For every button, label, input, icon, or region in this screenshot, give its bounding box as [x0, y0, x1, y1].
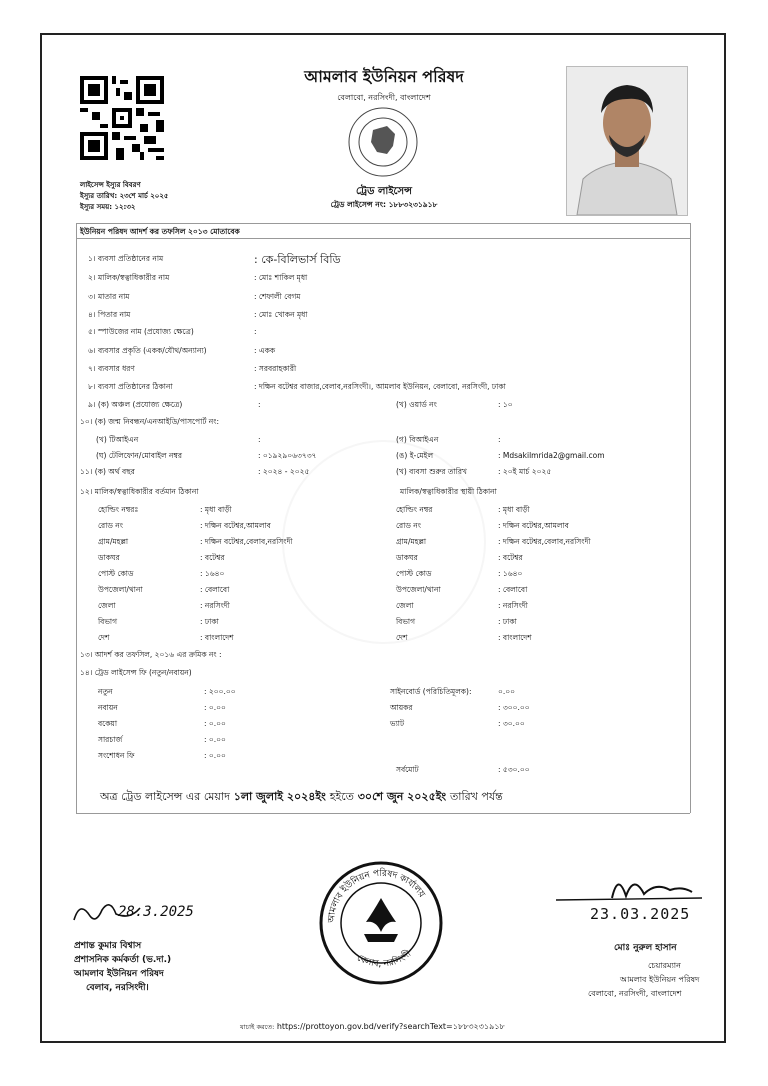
address-value: : দক্ষিন বটেশ্বর,আমলাব: [498, 521, 569, 530]
address-value: : ঢাকা: [498, 617, 517, 626]
address-value: : মৃধা বাড়ী: [200, 505, 232, 514]
address-label: পোস্ট কোড: [396, 569, 432, 578]
zone-label: ৯। (ক) অঞ্চল (প্রযোজ্য ক্ষেত্রে): [88, 400, 183, 409]
address-value: : বটেশ্বর: [498, 553, 523, 562]
fee-label: ভ্যাট: [390, 719, 405, 728]
fee-label: সংশোধন ফি: [98, 751, 135, 760]
document-title: ট্রেড লাইসেন্স: [355, 186, 413, 197]
field-label: ৩। মাতার নাম: [88, 292, 130, 301]
address-value: : নরসিংদী: [200, 601, 230, 610]
fee-value: : ০.০০: [204, 751, 226, 760]
fee-value: : ২০০.০০: [204, 687, 236, 696]
council-address: বেলাবো, নরসিংদী, বাংলাদেশ: [337, 93, 431, 102]
tax-schedule-note: ইউনিয়ন পরিষদ আদর্শ কর তফসিল ২০১৩ মোতাবেক: [80, 227, 240, 236]
fee-label: বকেয়া: [98, 719, 118, 728]
union-council-seal: [318, 860, 444, 986]
government-seal: [343, 106, 423, 178]
address-value: : ১৬৪০: [498, 569, 523, 578]
address-label: দেশ: [98, 633, 110, 642]
start-date-label: (খ) ব্যবসা শুরুর তারিখ: [396, 467, 467, 476]
phone-number: : ০১৯২৯০৬৩৭৩৭: [258, 451, 317, 460]
field-label: ৮। ব্যবসা প্রতিষ্ঠানের ঠিকানা: [88, 382, 173, 391]
left-signatory-place: বেলাব, নরসিংদী।: [86, 983, 149, 993]
address-label: পোস্ট কোড: [98, 569, 134, 578]
fee-value: : ০.০০: [204, 735, 226, 744]
right-signatory-title: চেয়ারম্যান: [648, 961, 681, 970]
divider: [76, 238, 690, 239]
total-value: : ৫৩০.০০: [498, 765, 530, 774]
address-label: জেলা: [98, 601, 116, 610]
address-label: রোড নং: [98, 521, 123, 530]
divider: [76, 223, 690, 224]
address-value: : দক্ষিন বটেশ্বর,বেলাব,নরসিংদী: [498, 537, 591, 546]
field-value: : মোঃ শাকিল মৃধা: [254, 273, 308, 282]
field-value: : শেফালী বেগম: [254, 292, 301, 301]
license-number: ট্রেড লাইসেন্স নং: ১৮৮৩২৩১৯১৮: [330, 200, 438, 209]
fee-label: আয়কর: [390, 703, 413, 712]
colon: :: [258, 400, 261, 409]
address-label: রোড নং: [396, 521, 421, 530]
council-name: আমলাব ইউনিয়ন পরিষদ: [304, 67, 464, 86]
address-label: উপজেলা/থানা: [98, 585, 143, 594]
address-label: ডাকঘর: [98, 553, 120, 562]
ward-number: : ১০: [498, 400, 513, 409]
left-signed-date: 28.3.2025: [118, 904, 194, 920]
right-signed-date: 23.03.2025: [590, 905, 691, 923]
field-value: : একক: [254, 346, 276, 355]
address-value: : বাংলাদেশ: [498, 633, 532, 642]
phone-label: (ঘ) টেলিফোন/মোবাইল নম্বর: [96, 451, 183, 460]
present-address-title: ১২। মালিক/স্বত্বাধিকারীর বর্তমান ঠিকানা: [80, 487, 199, 496]
fee-label: সারচার্জ: [98, 735, 123, 744]
address-label: দেশ: [396, 633, 408, 642]
address-label: ডাকঘর: [396, 553, 418, 562]
fiscal-year: : ২০২৪ - ২০২৫: [258, 467, 310, 476]
ward-label: (খ) ওয়ার্ড নং: [396, 400, 437, 409]
address-value: : বেলাবো: [200, 585, 230, 594]
fee-value: : ০.০০: [204, 703, 226, 712]
address-label: বিভাগ: [98, 617, 117, 626]
field-value: : সরবরাহকারী: [254, 364, 297, 373]
right-signatory-name: মোঃ নুরুল হাসান: [614, 943, 677, 953]
permanent-address-title: মালিক/স্বত্বাধিকারীর স্থায়ী ঠিকানা: [400, 487, 497, 496]
address-label: উপজেলা/থানা: [396, 585, 441, 594]
fee-label: নবায়ন: [98, 703, 118, 712]
field-label: ২। মালিক/স্বত্বাধিকারীর নাম: [88, 273, 170, 282]
issue-date: ইস্যুর তারিখ: ২৩শে মার্চ ২০২৫: [80, 192, 169, 200]
start-date: : ২০ই মার্চ ২০২৫: [498, 467, 552, 476]
total-label: সর্বমোট: [396, 765, 419, 774]
email-label: (ঙ) ই-মেইল: [396, 451, 434, 460]
table-border-left: [76, 223, 77, 813]
table-border-bottom: [76, 813, 690, 814]
field-label: ৪। পিতার নাম: [88, 310, 131, 319]
tax-schedule-serial: ১৩। আদর্শ কর তফসিল, ২০১৬ এর ক্রমিক নং :: [80, 650, 222, 659]
business-name: : কে-বিলিভার্স বিডি: [254, 253, 341, 266]
owner-photo: [566, 66, 688, 216]
field-label: ১। ব্যবসা প্রতিষ্ঠানের নাম: [88, 254, 164, 263]
field-label: ৫। স্পাউজের নাম (প্রযোজ্য ক্ষেত্রে): [88, 327, 194, 336]
address-value: : ঢাকা: [200, 617, 219, 626]
license-validity: অত্র ট্রেড লাইসেন্স এর মেয়াদ ১লা জুলাই ২০২৪ইং হইতে ৩০শে জুন ২০২৫ইং তারিখ পর্যন্ত: [100, 790, 503, 803]
address-label: বিভাগ: [396, 617, 415, 626]
id-number-label: ১০। (ক) জন্ম নিবন্ধন/এনআইডি/পাসপোর্ট নং:: [80, 417, 220, 426]
verification-line: যাচাই করতে: https://prottoyon.gov.bd/verify?searchText=১৮৮৩২৩১৯১৮: [240, 1022, 505, 1031]
field-value: : দক্ষিন বটেশ্বর বাজার,বেলাব,নরসিংদী।, আমলাব ইউনিয়ন, বেলাবো, নরসিংদী, ঢাকা: [254, 382, 506, 391]
fee-value: : ৩০.০০: [498, 719, 525, 728]
address-label: জেলা: [396, 601, 414, 610]
address-label: গ্রাম/মহল্লা: [396, 537, 427, 546]
address-value: : দক্ষিন বটেশ্বর,বেলাব,নরসিংদী: [200, 537, 293, 546]
colon: :: [258, 435, 261, 444]
address-value: : বাংলাদেশ: [200, 633, 234, 642]
left-signatory-name: প্রশান্ত কুমার বিশ্বাস: [74, 941, 142, 951]
issue-time: ইস্যুর সময়: ১২:৩২: [80, 203, 136, 211]
left-signatory-title: প্রশাসনিক কর্মকর্তা (ভ.দা.): [74, 955, 172, 965]
right-signatory-org: আমলাব ইউনিয়ন পরিষদ: [620, 975, 700, 984]
address-label: হোল্ডিং নম্বর: [396, 505, 433, 514]
bin-label: (গ) বিআইএন: [396, 435, 439, 444]
issue-details-title: লাইসেন্স ইস্যুর বিবরণ: [80, 181, 141, 189]
address-value: : ১৬৪০: [200, 569, 225, 578]
fee-value: : ০.০০: [204, 719, 226, 728]
field-label: ৭। ব্যবসার ধরণ: [88, 364, 135, 373]
address-label: হোল্ডিং নম্বরঃ: [98, 505, 139, 514]
left-signatory-org: আমলাব ইউনিয়ন পরিষদ: [74, 969, 164, 979]
field-value: :: [254, 327, 257, 336]
address-label: গ্রাম/মহল্লা: [98, 537, 129, 546]
address-value: : মৃধা বাড়ী: [498, 505, 530, 514]
fee-label: সাইনবোর্ড (পরিচিতিমূলক):: [390, 687, 472, 696]
license-fee-title: ১৪। ট্রেড লাইসেন্স ফি (নতুন/নবায়ন): [80, 668, 192, 677]
verification-link[interactable]: https://prottoyon.gov.bd/verify?searchText=১৮৮৩২৩১৯১৮: [276, 1022, 505, 1031]
seal-text-top: আমলাব ইউনিয়ন পরিষদ কার্যালয়: [326, 868, 427, 924]
address-value: : দক্ষিন বটেশ্বর,আমলাব: [200, 521, 271, 530]
colon: :: [498, 435, 501, 444]
tin-label: (খ) টিআইএন: [96, 435, 139, 444]
right-signature: [552, 868, 712, 908]
right-signatory-place: বেলাবো, নরসিংদী, বাংলাদেশ: [588, 989, 682, 998]
address-value: : নরসিংদী: [498, 601, 528, 610]
email-address: : Mdsakilmrida2@gmail.com: [498, 451, 605, 460]
svg-text:বেলাব, নরসিংদী: [355, 947, 413, 969]
fee-label: নতুন: [98, 687, 113, 696]
address-value: : বেলাবো: [498, 585, 528, 594]
table-border-right: [690, 223, 691, 813]
field-value: : মোঃ খোকন মৃধা: [254, 310, 308, 319]
seal-text-bottom: বেলাব, নরসিংদী: [355, 949, 414, 970]
address-value: : বটেশ্বর: [200, 553, 225, 562]
field-label: ৬। ব্যবসার প্রকৃতি (একক/যৌথ/অন্যান্য): [88, 346, 207, 355]
fiscal-year-label: ১১। (ক) অর্থ বছর: [80, 467, 135, 476]
fee-value: : ৩০০.০০: [498, 703, 530, 712]
fee-value: ০.০০: [498, 687, 516, 696]
